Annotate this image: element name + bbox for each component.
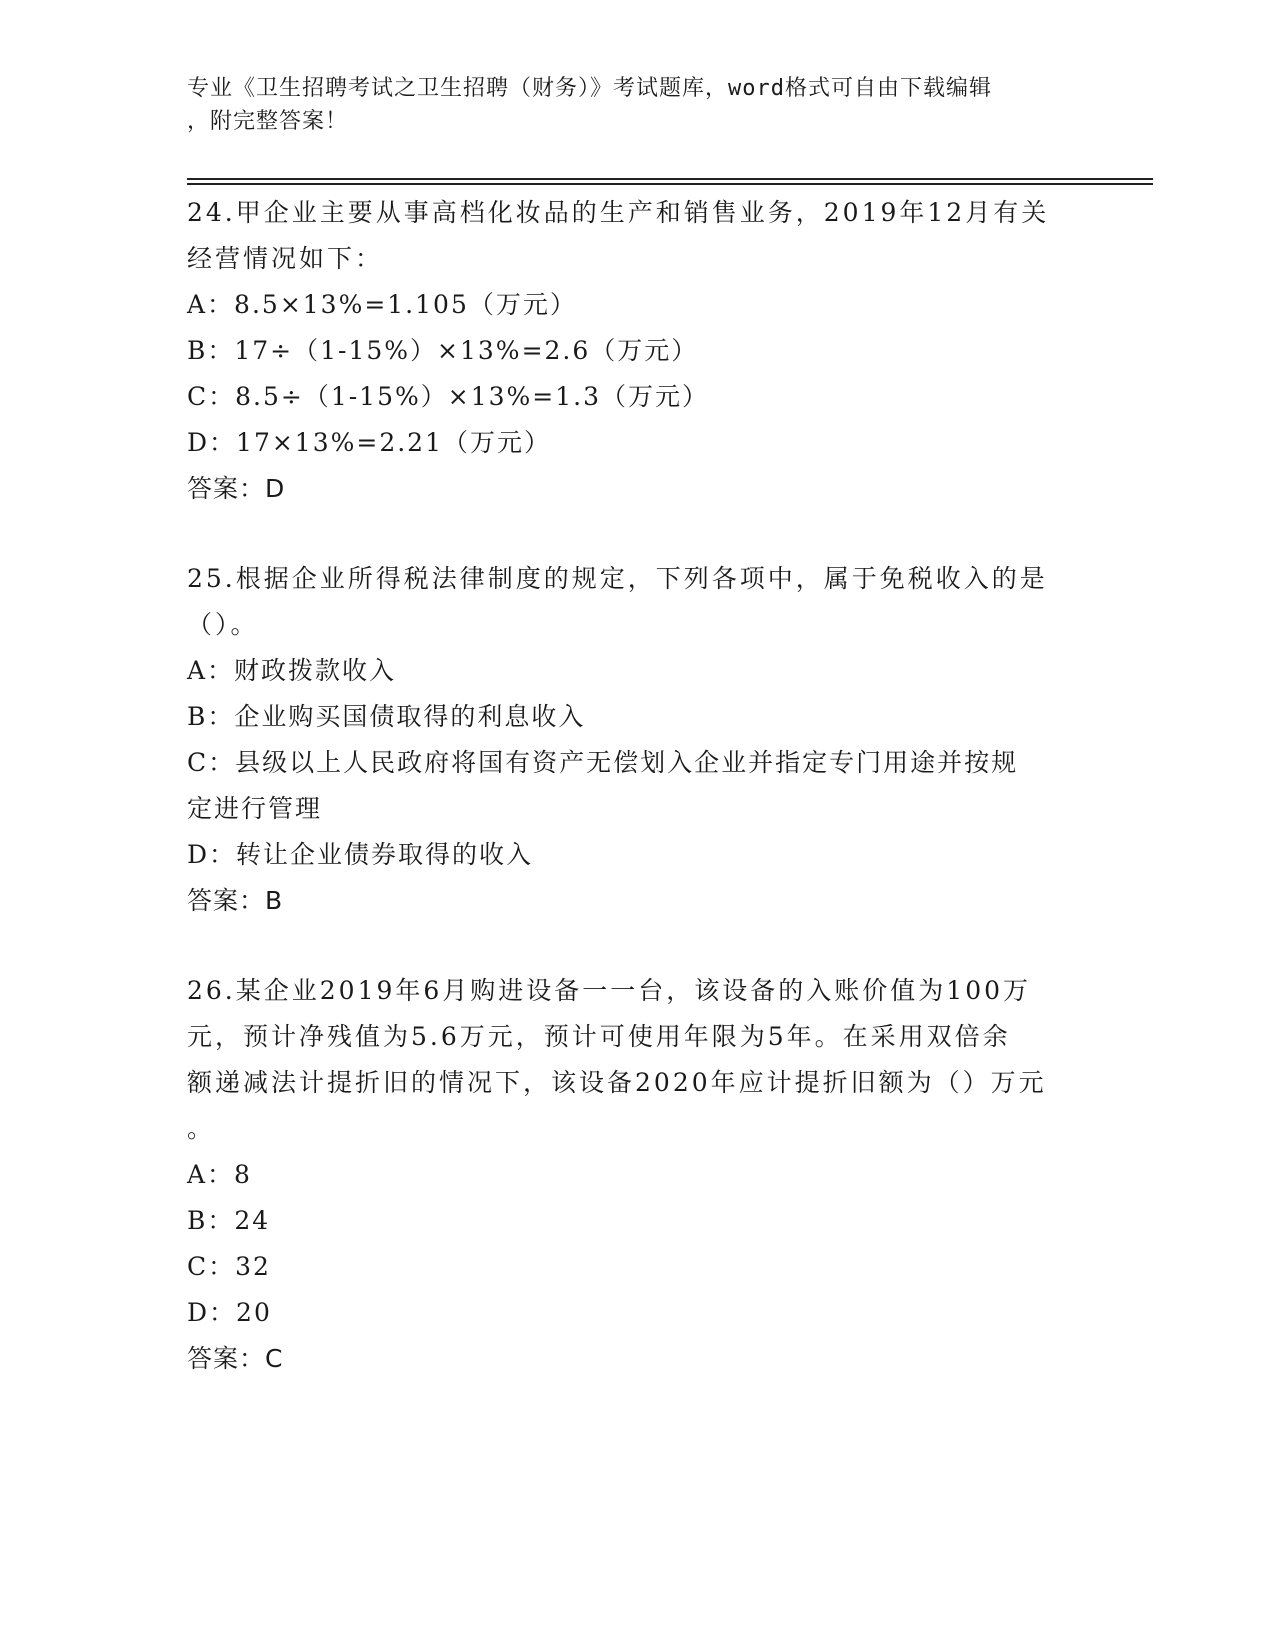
question-list (187, 190, 1087, 1382)
question-25 (187, 556, 1087, 924)
option-c-continued: 定进行管理 (187, 794, 323, 823)
option-d: D：17×13%=2.21（万元） (187, 428, 551, 457)
question-24 (187, 190, 1087, 512)
answer-label: 答案：D (187, 474, 286, 503)
option-a: A：财政拨款收入 (187, 656, 397, 685)
header-line-1: 专业《卫生招聘考试之卫生招聘（财务）》考试题库，word格式可自由下载编辑 (187, 76, 992, 101)
option-a: A：8.5×13%=1.105（万元） (187, 290, 577, 319)
header-line-2: ，附完整答案！ (187, 109, 349, 134)
header-divider-bottom (187, 183, 1153, 185)
question-stem: 元，预计净残值为5.6万元，预计可使用年限为5年。在采用双倍余 (187, 1022, 1011, 1051)
option-a: A：8 (187, 1160, 252, 1189)
question-stem: 26.某企业2019年6月购进设备一一台，该设备的入账价值为100万 (187, 976, 1032, 1005)
document-header (187, 72, 1067, 138)
answer-label: 答案：B (187, 886, 284, 915)
question-spacer (187, 924, 1087, 968)
question-stem: （）。 (187, 610, 259, 639)
option-c: C：8.5÷（1-15%）×13%=1.3（万元） (187, 382, 709, 411)
option-d: D：转让企业债券取得的收入 (187, 840, 534, 869)
question-stem: 。 (187, 1114, 216, 1143)
question-stem: 24.甲企业主要从事高档化妆品的生产和销售业务，2019年12月有关 (187, 198, 1050, 227)
option-c: C：32 (187, 1252, 271, 1281)
answer-label: 答案：C (187, 1344, 284, 1373)
option-b: B：企业购买国债取得的利息收入 (187, 702, 586, 731)
option-d: D：20 (187, 1298, 272, 1327)
option-c: C：县级以上人民政府将国有资产无偿划入企业并指定专门用途并按规 (187, 748, 1019, 777)
question-stem: 经营情况如下： (187, 244, 384, 273)
question-stem: 25.根据企业所得税法律制度的规定，下列各项中，属于免税收入的是 (187, 564, 1048, 593)
question-stem: 额递减法计提折旧的情况下，该设备2020年应计提折旧额为（）万元 (187, 1068, 1047, 1097)
option-b: B：24 (187, 1206, 271, 1235)
question-26 (187, 968, 1087, 1382)
option-b: B：17÷（1-15%）×13%=2.6（万元） (187, 336, 699, 365)
question-spacer (187, 512, 1087, 556)
header-divider-top (187, 178, 1153, 180)
